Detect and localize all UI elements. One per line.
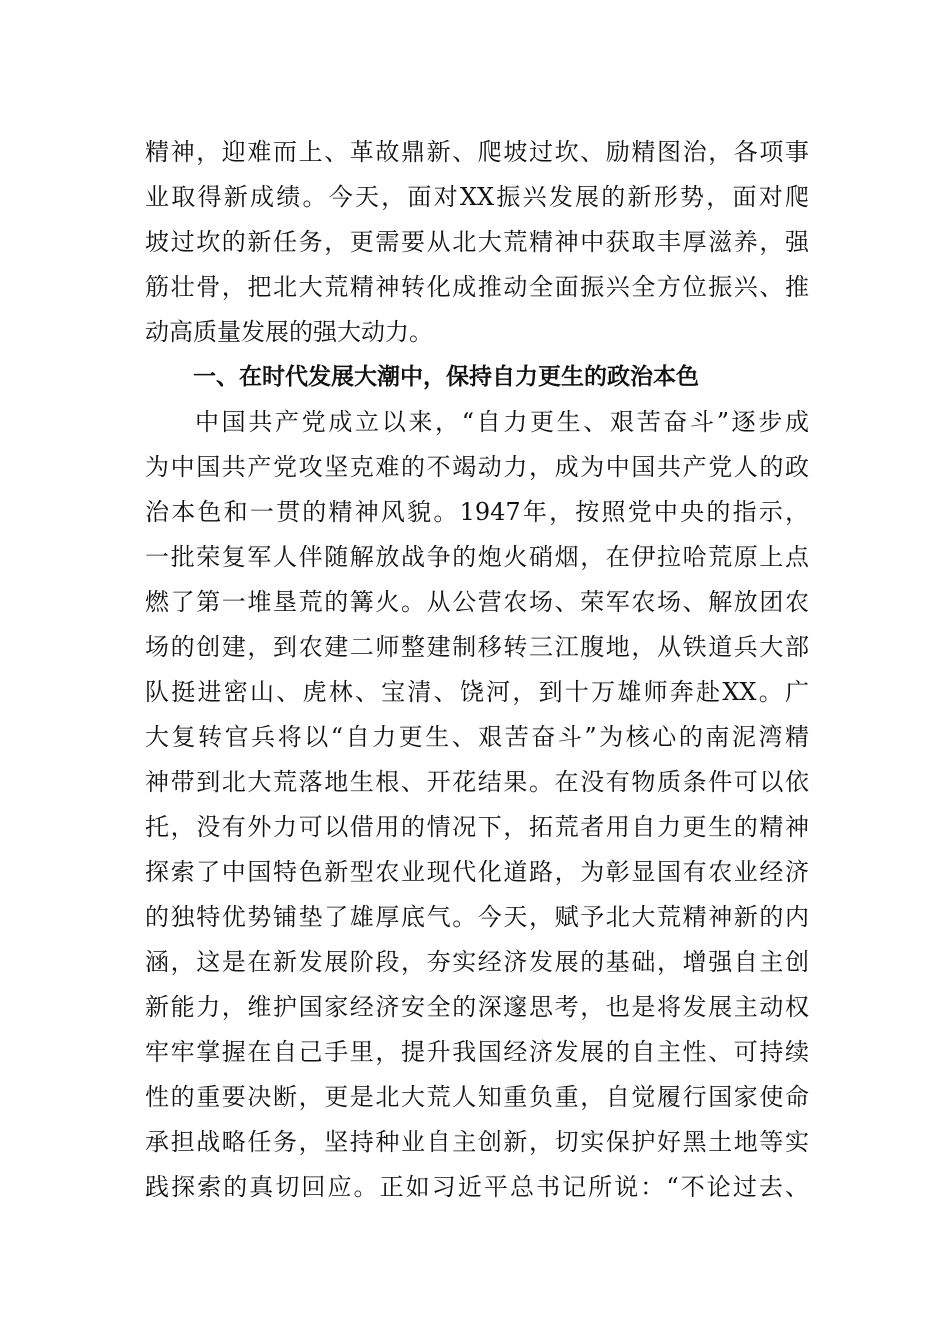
text-line: 大复转官兵将以“自力更生、艰苦奋斗”为核心的南泥湾精 xyxy=(145,723,809,751)
main-paragraph xyxy=(145,400,809,1210)
text-line: 业取得新成绩。今天，面对XX振兴发展的新形势，面对爬 xyxy=(145,183,809,211)
text-line: 燃了第一堆垦荒的篝火。从公营农场、荣军农场、解放团农 xyxy=(145,588,809,616)
text-line: 治本色和一贯的精神风貌。1947年，按照党中央的指示， xyxy=(145,498,809,526)
section-heading: 一、在时代发展大潮中，保持自力更生的政治本色 xyxy=(193,364,699,390)
text-line: 中国共产党成立以来，“自力更生、艰苦奋斗”逐步成 xyxy=(195,408,809,436)
text-line: 神带到北大荒落地生根、开花结果。在没有物质条件可以依 xyxy=(145,768,809,796)
text-line: 队挺进密山、虎林、宝清、饶河，到十万雄师奔赴XX。广 xyxy=(145,678,809,706)
text-line: 涵，这是在新发展阶段，夯实经济发展的基础，增强自主创 xyxy=(145,948,809,976)
text-line: 牢牢掌握在自己手里，提升我国经济发展的自主性、可持续 xyxy=(145,1038,809,1066)
text-line: 坡过坎的新任务，更需要从北大荒精神中获取丰厚滋养，强 xyxy=(145,228,809,256)
text-line: 精神，迎难而上、革故鼎新、爬坡过坎、励精图治，各项事 xyxy=(145,138,809,166)
text-line: 承担战略任务，坚持种业自主创新，切实保护好黑土地等实 xyxy=(145,1128,809,1156)
text-line: 新能力，维护国家经济安全的深邃思考，也是将发展主动权 xyxy=(145,993,809,1021)
text-line: 践探索的真切回应。正如习近平总书记所说：“不论过去、 xyxy=(145,1173,809,1201)
text-line: 动高质量发展的强大动力。 xyxy=(145,318,433,346)
text-line: 探索了中国特色新型农业现代化道路，为彰显国有农业经济 xyxy=(145,858,809,886)
text-line: 场的创建，到农建二师整建制移转三江腹地，从铁道兵大部 xyxy=(145,633,809,661)
intro-paragraph xyxy=(145,130,809,355)
text-line: 托，没有外力可以借用的情况下，拓荒者用自力更生的精神 xyxy=(145,813,809,841)
text-line: 性的重要决断，更是北大荒人知重负重，自觉履行国家使命 xyxy=(145,1083,809,1111)
text-line: 筋壮骨，把北大荒精神转化成推动全面振兴全方位振兴、推 xyxy=(145,273,809,301)
document-body xyxy=(145,130,809,1210)
text-line: 的独特优势铺垫了雄厚底气。今天，赋予北大荒精神新的内 xyxy=(145,903,809,931)
text-line: 为中国共产党攻坚克难的不竭动力，成为中国共产党人的政 xyxy=(145,453,809,481)
text-line: 一批荣复军人伴随解放战争的炮火硝烟，在伊拉哈荒原上点 xyxy=(145,543,809,571)
